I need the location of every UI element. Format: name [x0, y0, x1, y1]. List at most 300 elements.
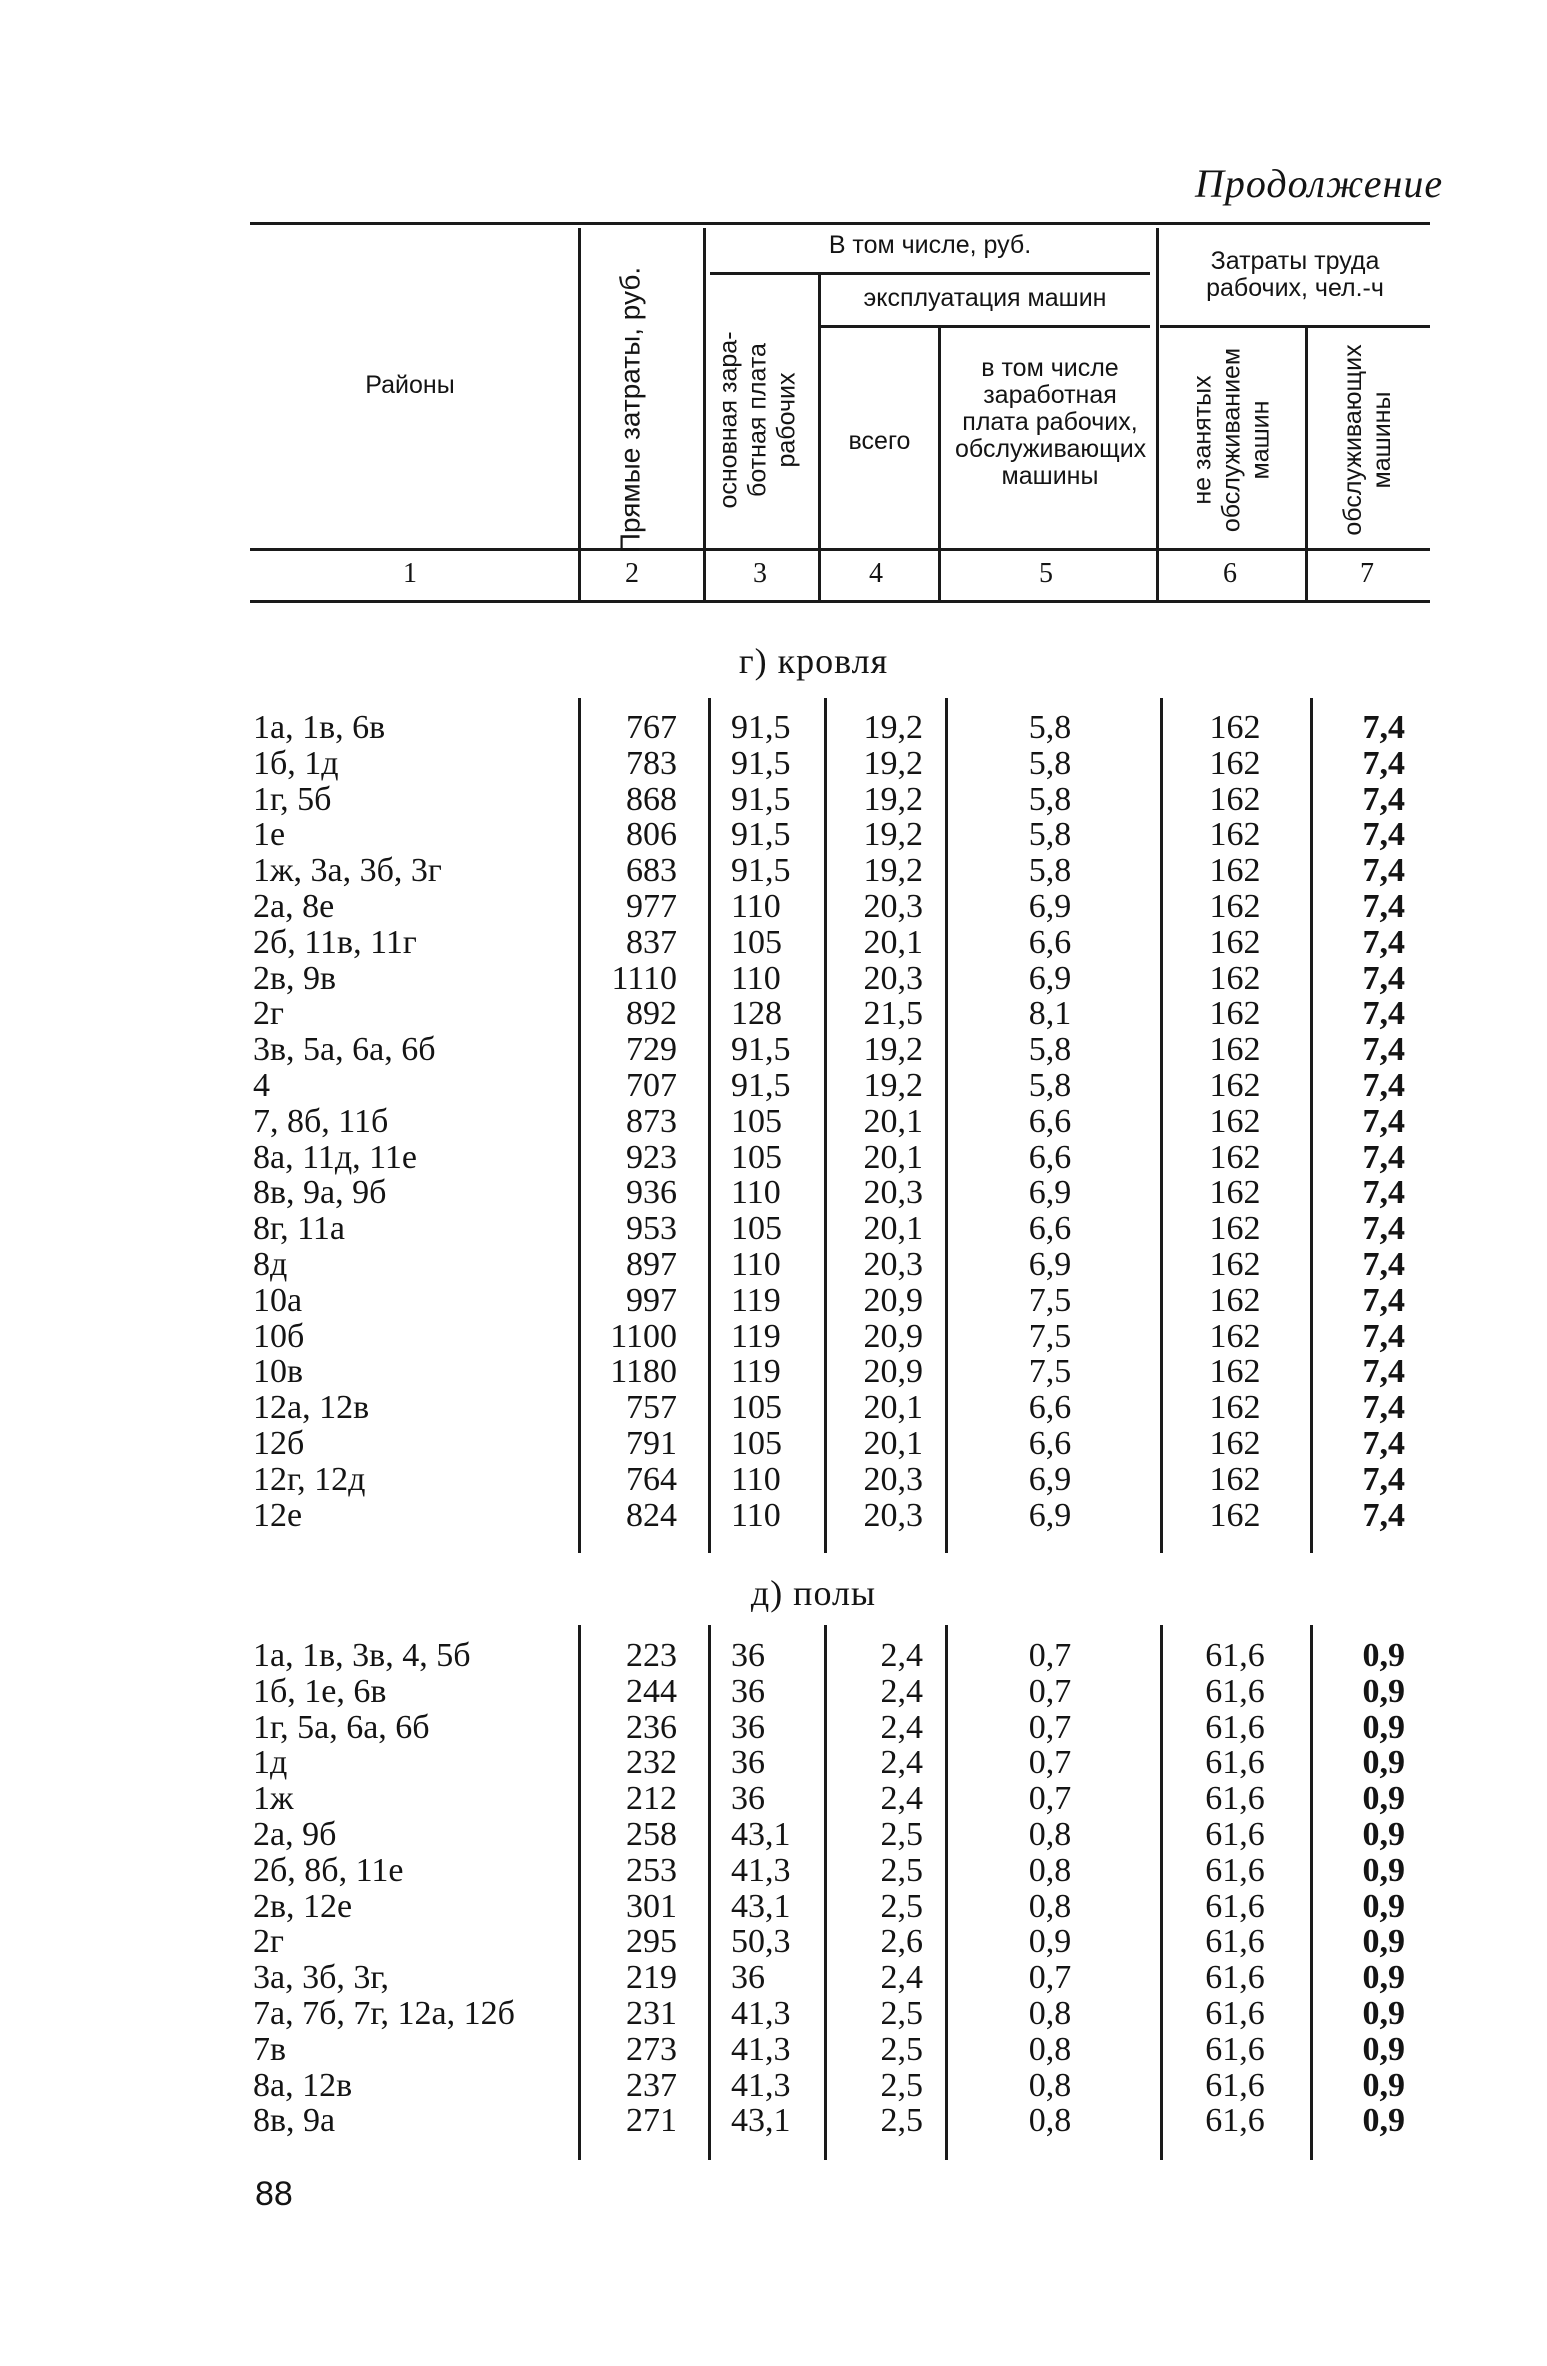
table-cell-col2: 236: [626, 1708, 677, 1746]
table-cell-col5: 0,9: [1028, 1923, 1072, 1961]
table-cell-col3: 110: [731, 1460, 781, 1498]
table-cell-col5: 8,1: [1028, 995, 1072, 1033]
table-cell-col6: 162: [1209, 1317, 1261, 1355]
table-cell-col1: 7, 8б, 11б: [253, 1102, 389, 1140]
table-row: [0, 782, 1547, 818]
table-cell-col1: 2а, 9б: [253, 1816, 337, 1853]
header-machines-wage: в том числе заработная плата рабочих, обслуживающих машины: [955, 354, 1147, 490]
table-cell-col1: 1б, 1е, 6в: [253, 1672, 387, 1710]
table-cell-col7: 7,4: [1362, 888, 1405, 925]
table-cell-col4: 20,3: [863, 959, 923, 997]
table-cell-col6: 162: [1209, 1389, 1261, 1427]
table-cell-col5: 6,9: [1028, 888, 1072, 925]
table-cell-col2: 729: [626, 1031, 677, 1069]
table-cell-col4: 2,4: [880, 1672, 923, 1710]
column-number-7: 7: [1360, 558, 1374, 589]
table-cell-col5: 6,6: [1028, 1138, 1072, 1176]
table-cell-col2: 707: [626, 1067, 677, 1104]
table-cell-col1: 8в, 9а, 9б: [253, 1174, 387, 1212]
table-cell-col6: 162: [1209, 1460, 1261, 1498]
table-cell-col4: 20,3: [863, 1174, 923, 1212]
table-cell-col1: 8г, 11а: [253, 1210, 345, 1248]
table-cell-col3: 110: [731, 888, 781, 925]
table-cell-col5: 6,9: [1028, 959, 1072, 997]
table-cell-col4: 20,3: [863, 1496, 923, 1534]
table-cell-col6: 61,6: [1205, 1708, 1265, 1746]
table-cell-col5: 0,8: [1028, 2030, 1072, 2068]
table-cell-col2: 824: [626, 1496, 677, 1534]
table-row: [0, 1889, 1547, 1925]
table-cell-col5: 0,8: [1028, 1851, 1072, 1889]
column-number-4: 4: [869, 558, 883, 589]
table-cell-col3: 36: [731, 1959, 765, 1997]
table-row: [0, 1247, 1547, 1283]
table-cell-col2: 258: [626, 1816, 677, 1853]
table-cell-col5: 6,9: [1028, 1174, 1072, 1212]
machines-group-rule: [820, 325, 1150, 328]
table-row: [0, 1853, 1547, 1889]
table-cell-col7: 0,9: [1362, 2066, 1405, 2104]
column-number-3: 3: [753, 558, 767, 589]
table-cell-col2: 977: [626, 888, 677, 925]
table-cell-col6: 61,6: [1205, 1816, 1265, 1853]
table-cell-col7: 0,9: [1362, 1923, 1405, 1961]
table-cell-col4: 20,9: [863, 1353, 923, 1391]
table-cell-col3: 91,5: [731, 1031, 791, 1069]
table-cell-col3: 105: [731, 1210, 782, 1248]
table-cell-col7: 7,4: [1362, 1246, 1405, 1283]
labor-group-rule: [1160, 325, 1430, 328]
table-cell-col1: 8д: [253, 1246, 288, 1283]
table-cell-col7: 0,9: [1362, 1995, 1405, 2032]
table-row: [0, 1068, 1547, 1104]
table-cell-col4: 20,1: [863, 1210, 923, 1248]
column-number-1: 1: [403, 558, 417, 589]
table-row: [0, 1924, 1547, 1960]
header-labor-machines: обслуживающих машины: [1339, 344, 1396, 536]
table-cell-col6: 162: [1209, 1174, 1261, 1212]
table-cell-col2: 237: [626, 2066, 677, 2104]
table-row: [0, 1996, 1547, 2032]
table-cell-col6: 61,6: [1205, 1923, 1265, 1961]
table-cell-col3: 91,5: [731, 816, 791, 854]
table-cell-col6: 162: [1209, 995, 1261, 1033]
header-vline-1: [578, 228, 581, 600]
table-cell-col6: 162: [1209, 1031, 1261, 1069]
table-cell-col2: 301: [626, 1887, 677, 1925]
table-cell-col3: 36: [731, 1708, 765, 1746]
cost-group-rule: [710, 272, 1150, 275]
column-number-5: 5: [1039, 558, 1053, 589]
header-districts: Районы: [365, 371, 455, 399]
table-row: [0, 1426, 1547, 1462]
table-cell-col3: 91,5: [731, 709, 791, 746]
table-cell-col1: 3в, 5а, 6а, 6б: [253, 1031, 436, 1069]
table-cell-col6: 162: [1209, 1210, 1261, 1248]
table-cell-col1: 10б: [253, 1317, 305, 1355]
table-cell-col7: 7,4: [1362, 959, 1405, 997]
table-cell-col5: 5,8: [1028, 780, 1072, 818]
table-cell-col3: 50,3: [731, 1923, 791, 1961]
table-cell-col3: 41,3: [731, 2066, 791, 2104]
table-row: [0, 1211, 1547, 1247]
table-cell-col5: 6,6: [1028, 1102, 1072, 1140]
table-cell-col4: 2,4: [880, 1744, 923, 1782]
header-number-rule: [250, 600, 1430, 603]
table-cell-col5: 5,8: [1028, 709, 1072, 746]
table-cell-col1: 2б, 11в, 11г: [253, 923, 417, 961]
table-cell-col4: 20,1: [863, 1389, 923, 1427]
table-cell-col3: 110: [731, 1246, 781, 1283]
table-cell-col7: 7,4: [1362, 1353, 1405, 1391]
table-row: [0, 2068, 1547, 2104]
table-cell-col4: 20,3: [863, 1460, 923, 1498]
table-cell-col5: 0,7: [1028, 1744, 1072, 1782]
table-cell-col4: 19,2: [863, 816, 923, 854]
header-machines-group: эксплуатация машин: [863, 284, 1107, 312]
table-cell-col7: 7,4: [1362, 1067, 1405, 1104]
table-cell-col4: 2,4: [880, 1708, 923, 1746]
column-number-6: 6: [1223, 558, 1237, 589]
table-cell-col6: 61,6: [1205, 1744, 1265, 1782]
table-cell-col1: 1е: [253, 816, 286, 854]
table-cell-col4: 2,5: [880, 2030, 923, 2068]
table-cell-col1: 8а, 12в: [253, 2066, 353, 2104]
table-cell-col4: 19,2: [863, 1067, 923, 1104]
header-labor-group: Затраты труда рабочих, чел.-ч: [1206, 247, 1384, 302]
table-cell-col2: 873: [626, 1102, 677, 1140]
table-cell-col3: 119: [731, 1353, 781, 1391]
table-row: [0, 853, 1547, 889]
table-cell-col3: 119: [731, 1317, 781, 1355]
continuation-label: Продолжение: [1195, 161, 1444, 206]
table-row: [0, 1674, 1547, 1710]
table-cell-col5: 6,6: [1028, 1210, 1072, 1248]
table-cell-col6: 162: [1209, 1425, 1261, 1462]
table-cell-col5: 7,5: [1028, 1281, 1072, 1319]
table-cell-col6: 162: [1209, 1353, 1261, 1391]
table-cell-col7: 0,9: [1362, 1851, 1405, 1889]
table-cell-col4: 2,4: [880, 1959, 923, 1997]
table-cell-col7: 7,4: [1362, 709, 1405, 746]
table-cell-col6: 162: [1209, 852, 1261, 890]
table-cell-col5: 0,7: [1028, 1959, 1072, 1997]
table-cell-col1: 12б: [253, 1425, 305, 1462]
table-cell-col4: 2,4: [880, 1780, 923, 1818]
table-cell-col5: 5,8: [1028, 1031, 1072, 1069]
table-cell-col1: 2в, 9в: [253, 959, 337, 997]
table-row: [0, 996, 1547, 1032]
table-cell-col4: 21,5: [863, 995, 923, 1033]
table-cell-col2: 232: [626, 1744, 677, 1782]
header-labor-not-machines: не занятых обслуживанием машин: [1188, 347, 1275, 533]
table-cell-col7: 0,9: [1362, 1744, 1405, 1782]
table-cell-col4: 20,3: [863, 1246, 923, 1283]
table-row: [0, 1710, 1547, 1746]
table-cell-col2: 791: [626, 1425, 677, 1462]
table-cell-col7: 7,4: [1362, 1389, 1405, 1427]
table-cell-col1: 1ж, 3а, 3б, 3г: [253, 852, 442, 890]
table-cell-col2: 295: [626, 1923, 677, 1961]
table-cell-col1: 8в, 9а: [253, 2102, 336, 2140]
table-row: [0, 710, 1547, 746]
table-cell-col5: 5,8: [1028, 744, 1072, 782]
table-cell-col1: 1б, 1д: [253, 744, 339, 782]
table-cell-col3: 91,5: [731, 852, 791, 890]
column-number-2: 2: [625, 558, 639, 589]
table-cell-col3: 105: [731, 1102, 782, 1140]
table-row: [0, 1032, 1547, 1068]
table-cell-col3: 110: [731, 959, 781, 997]
table-cell-col3: 41,3: [731, 1851, 791, 1889]
table-cell-col7: 0,9: [1362, 2102, 1405, 2140]
table-cell-col6: 61,6: [1205, 1672, 1265, 1710]
table-cell-col4: 20,9: [863, 1281, 923, 1319]
table-cell-col4: 2,5: [880, 1816, 923, 1853]
table-cell-col4: 20,1: [863, 1138, 923, 1176]
table-cell-col6: 162: [1209, 1138, 1261, 1176]
table-cell-col6: 61,6: [1205, 2102, 1265, 2140]
table-cell-col4: 19,2: [863, 852, 923, 890]
table-row: [0, 746, 1547, 782]
table-cell-col5: 0,7: [1028, 1672, 1072, 1710]
table-cell-col6: 61,6: [1205, 1637, 1265, 1674]
table-cell-col7: 0,9: [1362, 1816, 1405, 1853]
table-cell-col3: 91,5: [731, 744, 791, 782]
table-cell-col4: 20,3: [863, 888, 923, 925]
table-cell-col2: 1100: [610, 1317, 677, 1355]
table-cell-col3: 105: [731, 1138, 782, 1176]
table-cell-col4: 19,2: [863, 709, 923, 746]
table-cell-col2: 953: [626, 1210, 677, 1248]
table-row: [0, 1817, 1547, 1853]
table-row: [0, 1745, 1547, 1781]
table-row: [0, 1175, 1547, 1211]
table-cell-col2: 212: [626, 1780, 677, 1818]
table-cell-col2: 923: [626, 1138, 677, 1176]
table-cell-col3: 36: [731, 1672, 765, 1710]
table-cell-col2: 219: [626, 1959, 677, 1997]
table-cell-col7: 7,4: [1362, 1210, 1405, 1248]
table-cell-col7: 7,4: [1362, 780, 1405, 818]
table-cell-col6: 162: [1209, 1102, 1261, 1140]
table-cell-col7: 7,4: [1362, 1281, 1405, 1319]
table-cell-col2: 764: [626, 1460, 677, 1498]
table-cell-col1: 12е: [253, 1496, 303, 1534]
table-cell-col2: 936: [626, 1174, 677, 1212]
table-cell-col2: 767: [626, 709, 677, 746]
table-cell-col1: 2г: [253, 1923, 284, 1961]
table-cell-col4: 20,1: [863, 1425, 923, 1462]
table-cell-col7: 0,9: [1362, 1780, 1405, 1818]
table-cell-col3: 41,3: [731, 2030, 791, 2068]
table-cell-col2: 273: [626, 2030, 677, 2068]
table-cell-col1: 12г, 12д: [253, 1460, 366, 1498]
table-cell-col7: 7,4: [1362, 1031, 1405, 1069]
table-cell-col6: 162: [1209, 709, 1261, 746]
table-row: [0, 1390, 1547, 1426]
table-cell-col2: 892: [626, 995, 677, 1033]
table-row: [0, 2103, 1547, 2139]
section-title-roof: г) кровля: [738, 641, 889, 681]
table-cell-col1: 1г, 5б: [253, 780, 332, 818]
table-cell-col4: 2,5: [880, 2102, 923, 2140]
table-cell-col1: 2а, 8е: [253, 888, 335, 925]
table-cell-col7: 7,4: [1362, 1425, 1405, 1462]
table-cell-col6: 61,6: [1205, 1851, 1265, 1889]
table-cell-col7: 0,9: [1362, 1959, 1405, 1997]
table-cell-col2: 868: [626, 780, 677, 818]
table-cell-col3: 105: [731, 1425, 782, 1462]
table-cell-col1: 7в: [253, 2030, 287, 2068]
table-cell-col3: 105: [731, 923, 782, 961]
table-cell-col2: 244: [626, 1672, 677, 1710]
table-cell-col2: 231: [626, 1995, 677, 2032]
table-cell-col7: 7,4: [1362, 852, 1405, 890]
table-cell-col7: 7,4: [1362, 1138, 1405, 1176]
table-cell-col3: 119: [731, 1281, 781, 1319]
table-cell-col6: 162: [1209, 888, 1261, 925]
table-cell-col4: 20,1: [863, 1102, 923, 1140]
table-cell-col5: 5,8: [1028, 1067, 1072, 1104]
table-cell-col6: 61,6: [1205, 1995, 1265, 2032]
table-cell-col5: 7,5: [1028, 1317, 1072, 1355]
table-row: [0, 1960, 1547, 1996]
table-cell-col6: 61,6: [1205, 1959, 1265, 1997]
table-cell-col4: 19,2: [863, 1031, 923, 1069]
table-cell-col4: 2,6: [880, 1923, 923, 1961]
header-direct-costs: Прямые затраты, руб.: [614, 266, 646, 554]
table-row: [0, 925, 1547, 961]
table-cell-col4: 20,1: [863, 923, 923, 961]
table-row: [0, 889, 1547, 925]
table-cell-col5: 0,8: [1028, 2102, 1072, 2140]
table-cell-col7: 7,4: [1362, 744, 1405, 782]
table-cell-col2: 837: [626, 923, 677, 961]
table-row: [0, 961, 1547, 997]
table-cell-col1: 10в: [253, 1353, 304, 1391]
table-cell-col6: 162: [1209, 780, 1261, 818]
table-cell-col3: 43,1: [731, 1887, 791, 1925]
table-cell-col4: 2,5: [880, 1887, 923, 1925]
table-cell-col4: 2,4: [880, 1637, 923, 1674]
table-cell-col4: 2,5: [880, 1851, 923, 1889]
table-cell-col7: 0,9: [1362, 2030, 1405, 2068]
table-cell-col6: 162: [1209, 1067, 1261, 1104]
table-cell-col5: 6,6: [1028, 923, 1072, 961]
table-cell-col2: 997: [626, 1281, 677, 1319]
table-cell-col6: 61,6: [1205, 2030, 1265, 2068]
table-row: [0, 1638, 1547, 1674]
table-row: [0, 1104, 1547, 1140]
table-cell-col6: 162: [1209, 923, 1261, 961]
table-cell-col2: 271: [626, 2102, 677, 2140]
header-top-rule: [250, 222, 1430, 225]
table-cell-col5: 0,8: [1028, 2066, 1072, 2104]
table-cell-col1: 1а, 1в, 6в: [253, 709, 386, 746]
table-cell-col7: 7,4: [1362, 816, 1405, 854]
table-cell-col5: 0,7: [1028, 1780, 1072, 1818]
table-cell-col5: 6,9: [1028, 1460, 1072, 1498]
table-cell-col6: 162: [1209, 1496, 1261, 1534]
table-cell-col1: 2в, 12е: [253, 1887, 353, 1925]
table-cell-col1: 1д: [253, 1744, 288, 1782]
table-cell-col1: 2г: [253, 995, 284, 1033]
table-cell-col2: 806: [626, 816, 677, 854]
table-cell-col5: 5,8: [1028, 852, 1072, 890]
table-row: [0, 817, 1547, 853]
table-row: [0, 1498, 1547, 1534]
header-base-wage: основная зара-ботная плата рабочих: [714, 331, 801, 509]
table-cell-col5: 0,8: [1028, 1816, 1072, 1853]
table-cell-col3: 91,5: [731, 780, 791, 818]
table-cell-col7: 7,4: [1362, 1174, 1405, 1212]
table-cell-col5: 0,8: [1028, 1995, 1072, 2032]
table-row: [0, 1283, 1547, 1319]
section-title-floors: д) полы: [750, 1573, 877, 1613]
table-cell-col1: 1а, 1в, 3в, 4, 5б: [253, 1637, 471, 1674]
table-cell-col3: 36: [731, 1780, 765, 1818]
header-machines-total: всего: [848, 427, 911, 455]
table-cell-col3: 110: [731, 1174, 781, 1212]
header-vline-6: [1305, 328, 1308, 600]
table-cell-col5: 0,8: [1028, 1887, 1072, 1925]
header-bottom-rule: [250, 548, 1430, 551]
table-cell-col7: 0,9: [1362, 1708, 1405, 1746]
table-cell-col6: 162: [1209, 1246, 1261, 1283]
table-cell-col3: 105: [731, 1389, 782, 1427]
table-row: [0, 1781, 1547, 1817]
table-cell-col6: 162: [1209, 1281, 1261, 1319]
table-cell-col5: 7,5: [1028, 1353, 1072, 1391]
table-cell-col3: 43,1: [731, 1816, 791, 1853]
table-cell-col4: 2,5: [880, 2066, 923, 2104]
table-cell-col6: 162: [1209, 816, 1261, 854]
header-cost-group: В том числе, руб.: [828, 231, 1032, 259]
table-cell-col2: 1110: [611, 959, 677, 997]
table-cell-col5: 0,7: [1028, 1708, 1072, 1746]
table-cell-col1: 10а: [253, 1281, 303, 1319]
table-cell-col4: 2,5: [880, 1995, 923, 2032]
header-vline-5: [1156, 228, 1159, 600]
table-cell-col5: 6,6: [1028, 1425, 1072, 1462]
table-cell-col6: 61,6: [1205, 2066, 1265, 2104]
table-cell-col3: 128: [731, 995, 782, 1033]
table-cell-col5: 0,7: [1028, 1637, 1072, 1674]
header-vline-4: [938, 328, 941, 600]
table-cell-col3: 41,3: [731, 1995, 791, 2032]
header-vline-2: [703, 228, 706, 600]
table-cell-col6: 162: [1209, 959, 1261, 997]
table-cell-col4: 20,9: [863, 1317, 923, 1355]
table-cell-col2: 783: [626, 744, 677, 782]
table-cell-col2: 223: [626, 1637, 677, 1674]
table-cell-col2: 683: [626, 852, 677, 890]
table-cell-col6: 61,6: [1205, 1780, 1265, 1818]
table-cell-col3: 36: [731, 1637, 765, 1674]
table-cell-col7: 7,4: [1362, 923, 1405, 961]
table-cell-col1: 1ж: [253, 1780, 294, 1818]
table-cell-col6: 162: [1209, 744, 1261, 782]
table-cell-col7: 7,4: [1362, 1496, 1405, 1534]
table-cell-col3: 43,1: [731, 2102, 791, 2140]
table-row: [0, 1319, 1547, 1355]
table-cell-col5: 6,6: [1028, 1389, 1072, 1427]
table-cell-col2: 897: [626, 1246, 677, 1283]
header-vline-3: [818, 275, 821, 600]
table-cell-col7: 7,4: [1362, 1317, 1405, 1355]
table-row: [0, 1462, 1547, 1498]
